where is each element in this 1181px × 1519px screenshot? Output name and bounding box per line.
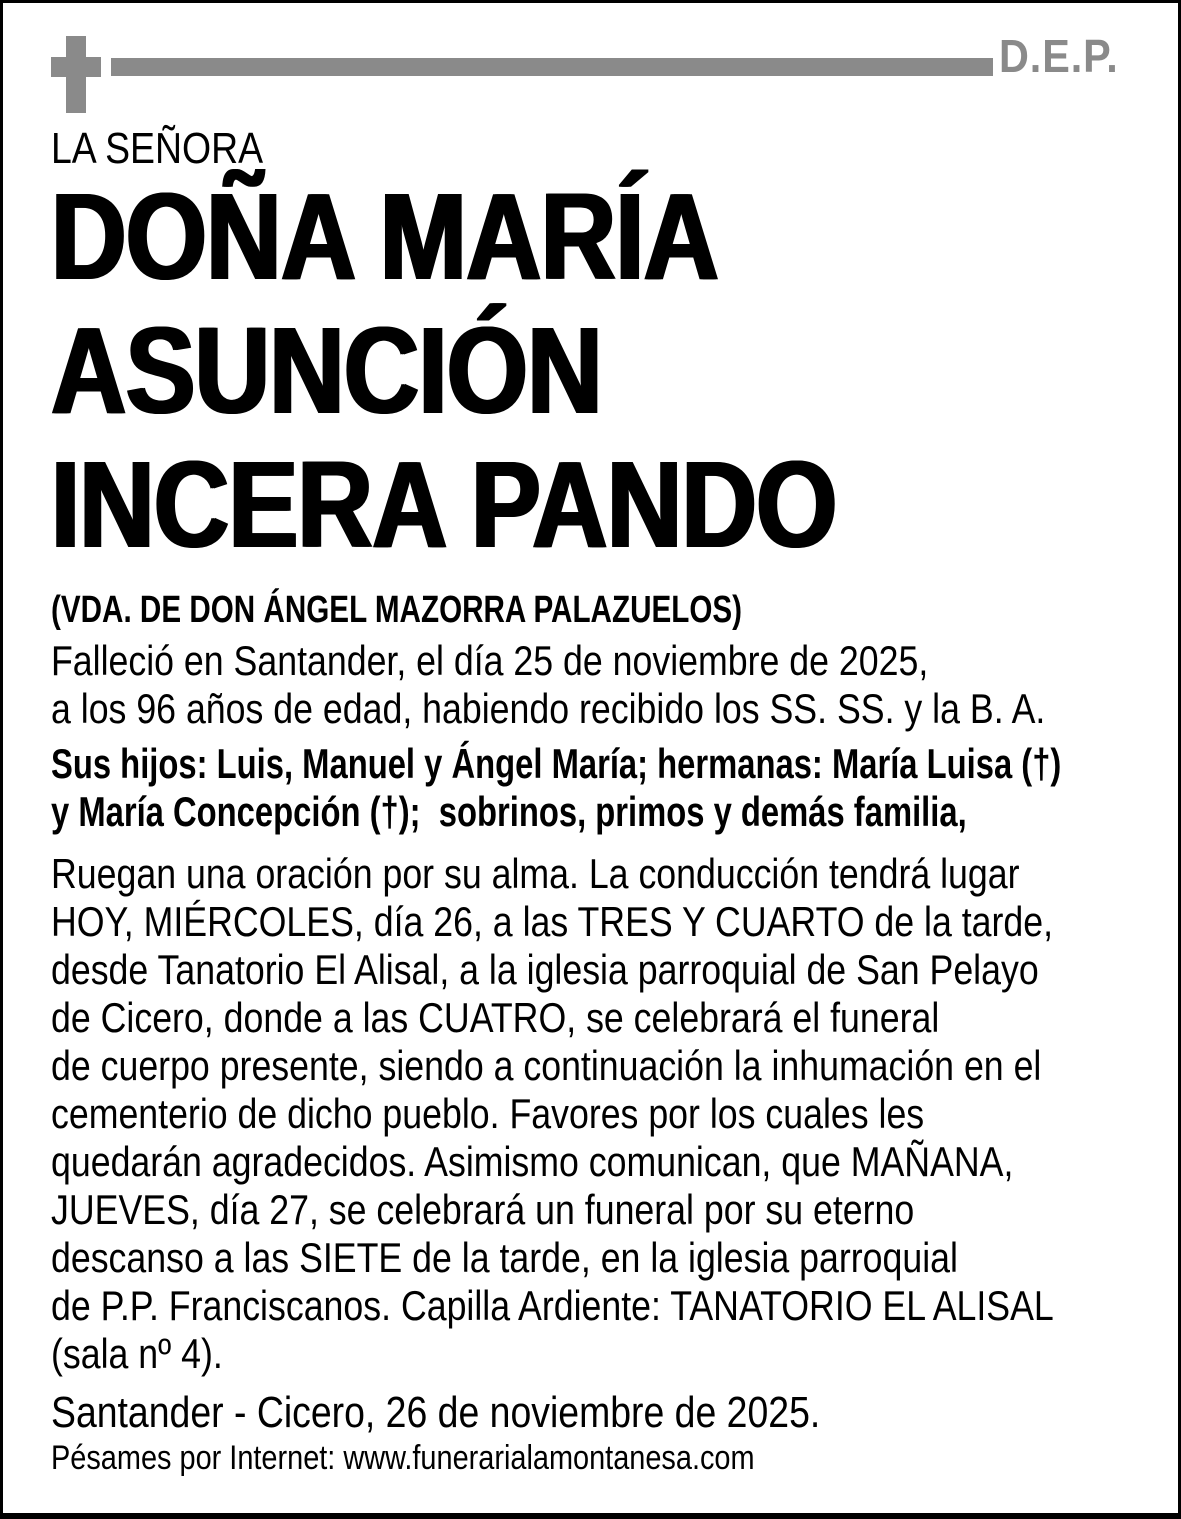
dep-label: D.E.P. [999,30,1119,82]
family-statement-line: Sus hijos: Luis, Manuel y Ángel María; hermanas: María Luisa (†) [51,740,1062,787]
death-statement [51,637,1142,733]
funeral-notice [51,850,1142,1378]
funeral-notice-line: de Cicero, donde a las CUATRO, se celebrará el funeral [51,994,940,1041]
family-statement [51,740,1142,836]
honorific-label: LA SEÑORA [51,124,264,173]
widow-of-line: (VDA. DE DON ÁNGEL MAZORRA PALAZUELOS) [51,589,743,631]
dateline: Santander - Cicero, 26 de noviembre de 2025. [51,1388,821,1437]
deceased-name-line: ASUNCIÓN [51,303,602,440]
cross-icon [51,36,101,113]
death-statement-line: Falleció en Santander, el día 25 de noviembre de 2025, [51,637,929,684]
header-divider-bar [111,58,993,76]
funeral-notice-line: desde Tanatorio El Alisal, a la iglesia parroquial de San Pelayo [51,946,1039,993]
funeral-notice-line: (sala nº 4). [51,1330,223,1377]
death-statement-line: a los 96 años de edad, habiendo recibido los SS. SS. y la B. A. [51,685,1046,732]
funeral-notice-line: de cuerpo presente, siendo a continuación la inhumación en el [51,1042,1042,1089]
funeral-notice-line: de P.P. Franciscanos. Capilla Ardiente: TANATORIO EL ALISAL [51,1282,1054,1329]
deceased-name [51,171,1142,573]
family-statement-line: y María Concepción (†); sobrinos, primos y demás familia, [51,788,967,835]
obituary-header [51,3,1142,121]
deceased-name-line: INCERA PANDO [51,437,837,574]
funeral-notice-line: descanso a las SIETE de la tarde, en la iglesia parroquial [51,1234,958,1281]
funeral-notice-line: JUEVES, día 27, se celebrará un funeral por su eterno [51,1186,915,1233]
deceased-name-line: DOÑA MARÍA [51,169,719,306]
funeral-notice-line: quedarán agradecidos. Asimismo comunican, que MAÑANA, [51,1138,1014,1185]
funeral-notice-line: HOY, MIÉRCOLES, día 26, a las TRES Y CUARTO de la tarde, [51,898,1054,945]
condolences-line: Pésames por Internet: www.funerarialamontanesa.com [51,1439,755,1477]
funeral-notice-line: cementerio de dicho pueblo. Favores por los cuales les [51,1090,925,1137]
funeral-notice-line: Ruegan una oración por su alma. La conducción tendrá lugar [51,850,1020,897]
